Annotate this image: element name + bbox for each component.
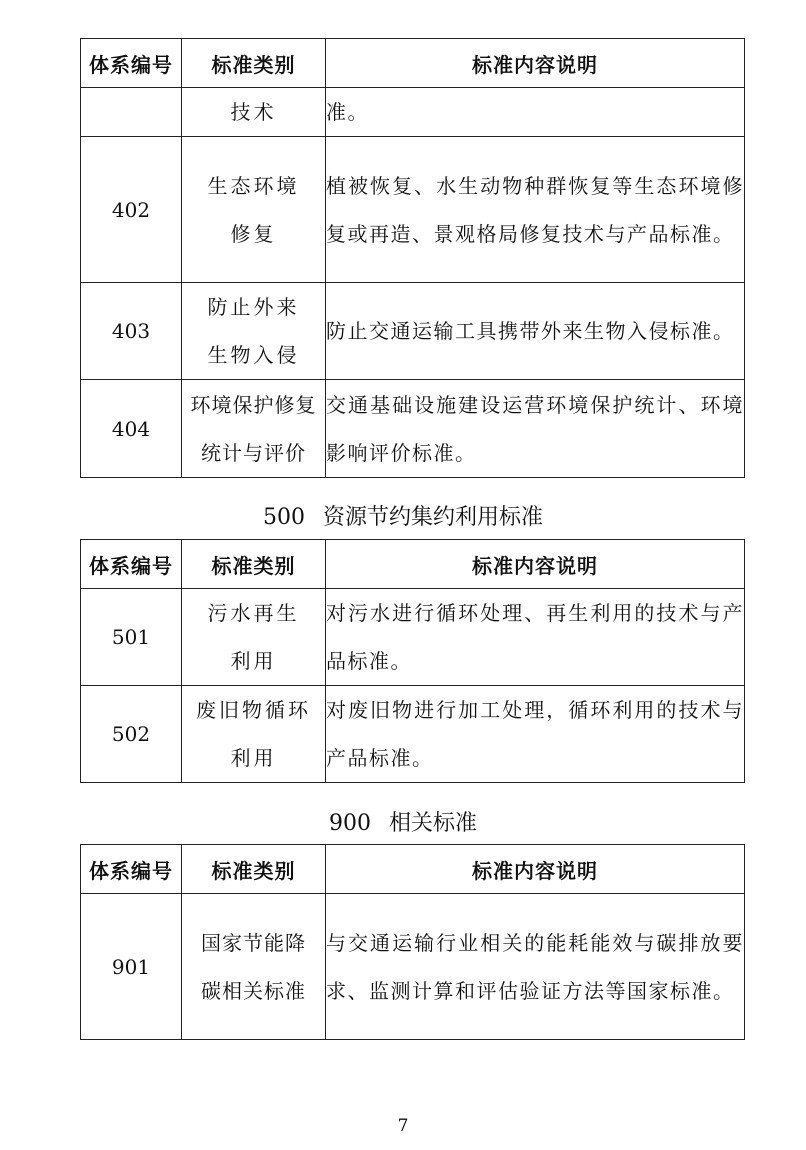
table-header-row [81, 39, 745, 88]
table-row [81, 88, 745, 137]
row-category: 环境保护修复统计与评价 [182, 380, 326, 478]
header-desc: 标准内容说明 [326, 39, 745, 88]
header-code: 体系编号 [81, 39, 182, 88]
section-number: 500 [262, 505, 305, 530]
row-desc: 对污水进行循环处理、再生利用的技术与产品标准。 [326, 589, 745, 686]
section-title: 相关标准 [388, 811, 477, 836]
header-category: 标准类别 [182, 540, 326, 589]
row-code: 402 [81, 137, 182, 283]
row-category: 污水再生利用 [182, 589, 326, 686]
section-title: 资源节约集约利用标准 [322, 505, 543, 530]
row-code [81, 88, 182, 137]
row-code: 901 [81, 894, 182, 1040]
table-row [81, 894, 745, 1040]
row-desc: 交通基础设施建设运营环境保护统计、环境影响评价标准。 [326, 380, 745, 478]
section-heading-500 [0, 500, 806, 531]
row-category: 废旧物循环利用 [182, 686, 326, 783]
header-desc: 标准内容说明 [326, 845, 745, 894]
table-header-row [81, 540, 745, 589]
row-category: 技术 [182, 88, 326, 137]
header-code: 体系编号 [81, 540, 182, 589]
row-code: 403 [81, 283, 182, 380]
table-row [81, 283, 745, 380]
table-row [81, 380, 745, 478]
row-desc: 防止交通运输工具携带外来生物入侵标准。 [326, 283, 745, 380]
table-row [81, 686, 745, 783]
section-heading-900 [0, 806, 806, 837]
header-desc: 标准内容说明 [326, 540, 745, 589]
table-900 [80, 844, 745, 1040]
table-row [81, 137, 745, 283]
page-number: 7 [397, 1116, 409, 1136]
table-header-row [81, 845, 745, 894]
row-category: 国家节能降碳相关标准 [182, 894, 326, 1040]
row-desc: 与交通运输行业相关的能耗能效与碳排放要求、监测计算和评估验证方法等国家标准。 [326, 894, 745, 1040]
row-category: 生态环境修复 [182, 137, 326, 283]
header-category: 标准类别 [182, 845, 326, 894]
row-desc: 对废旧物进行加工处理，循环利用的技术与产品标准。 [326, 686, 745, 783]
header-category: 标准类别 [182, 39, 326, 88]
row-code: 501 [81, 589, 182, 686]
row-code: 404 [81, 380, 182, 478]
row-desc: 准。 [326, 88, 745, 137]
section-number: 900 [328, 811, 371, 836]
row-category: 防止外来生物入侵 [182, 283, 326, 380]
header-code: 体系编号 [81, 845, 182, 894]
row-code: 502 [81, 686, 182, 783]
row-desc: 植被恢复、水生动物种群恢复等生态环境修复或再造、景观格局修复技术与产品标准。 [326, 137, 745, 283]
table-400-continued [80, 38, 745, 478]
table-row [81, 589, 745, 686]
table-500 [80, 539, 745, 783]
